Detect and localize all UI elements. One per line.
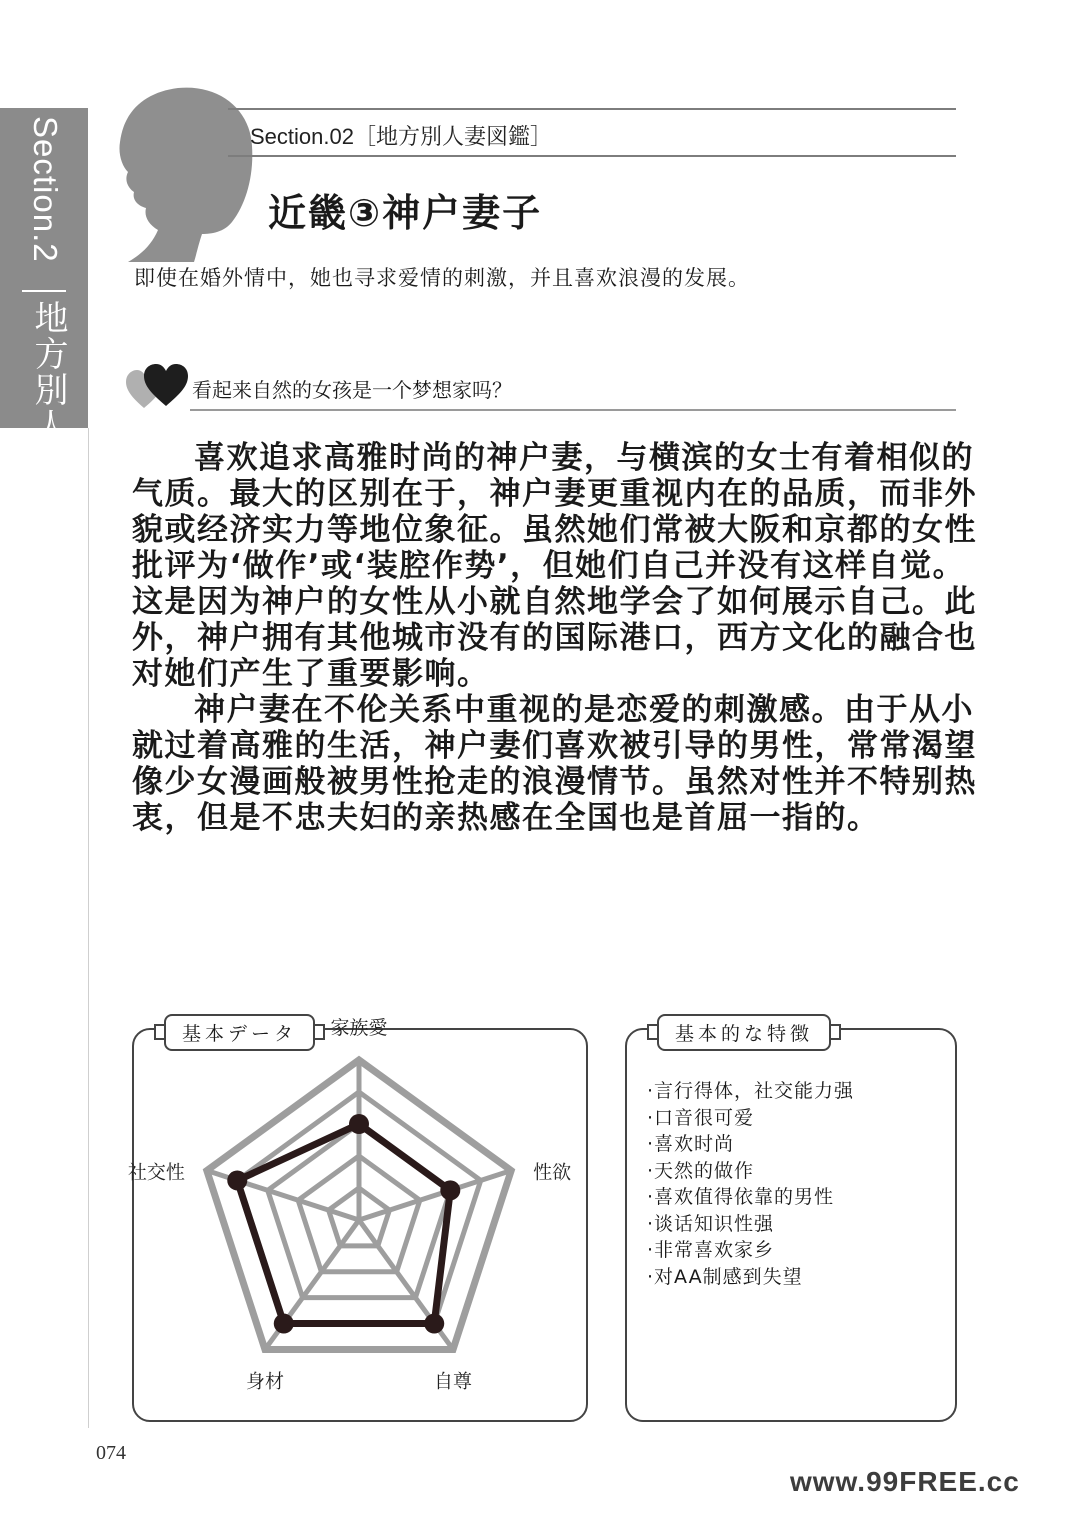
feature-item: ·谈话知识性强 xyxy=(647,1212,775,1235)
margin-line xyxy=(88,428,89,1428)
page-number: 074 xyxy=(96,1442,126,1464)
radar-point xyxy=(349,1114,369,1134)
features-box xyxy=(625,1023,957,1422)
question-heading: 看起来自然的女孩是一个梦想家吗？ xyxy=(192,378,512,402)
feature-item: ·喜欢值得依靠的男性 xyxy=(647,1186,835,1208)
woman-silhouette-icon xyxy=(108,84,258,264)
header-rule-bottom xyxy=(228,155,956,157)
features-label: 基本的な特徴 xyxy=(657,1014,831,1051)
radar-plot xyxy=(227,1114,460,1334)
radar-axis-label: 身材 xyxy=(245,1370,284,1393)
radar-grid xyxy=(207,1060,511,1349)
body-text xyxy=(132,440,982,836)
radar-axis-label: 社交性 xyxy=(127,1161,185,1184)
header-rule-top xyxy=(228,108,956,110)
feature-item: ·喜欢时尚 xyxy=(647,1133,735,1155)
radar-point xyxy=(274,1314,294,1334)
watermark: www.99FREE.cc xyxy=(790,1466,1020,1497)
hearts-icon xyxy=(126,364,188,410)
feature-item: ·非常喜欢家乡 xyxy=(647,1239,775,1261)
radar-point xyxy=(424,1314,444,1334)
question-rule xyxy=(190,409,956,411)
radar-axis-label: 自尊 xyxy=(434,1370,473,1393)
body-paragraph-1: 喜欢追求高雅时尚的神户妻，与横滨的女士有着相似的气质。最大的区别在于，神户妻更重视内在的品质，而非外貌或经济实力等地位象征。虽然她们常被大阪和京都的女性批评为‘做作’或‘装腔作势’，但她们自己并没有这样自觉。这是因为神户的女性从小就自然地学会了如何展示自己。此外，神户拥有其他城市没有的国际港口，西方文化的融合也对她们产生了重要影响。 xyxy=(132,440,977,692)
section-label: Section.02［地方別人妻図鑑］ xyxy=(250,124,552,149)
side-section: Section.2 xyxy=(27,116,64,263)
basic-data-label: 基本データ xyxy=(164,1014,315,1051)
feature-item: ·天然的做作 xyxy=(647,1159,755,1182)
radar-point xyxy=(440,1180,460,1200)
radar-chart xyxy=(127,1017,586,1420)
feature-item: ·口音很可爱 xyxy=(647,1106,755,1129)
basic-data-box xyxy=(127,1017,588,1422)
side-divider xyxy=(22,290,66,292)
side-category: 地方別人妻図鑑 xyxy=(28,300,68,552)
radar-point xyxy=(227,1170,247,1190)
body-paragraph-2: 神户妻在不伦关系中重视的是恋爱的刺激感。由于从小就过着高雅的生活，神户妻们喜欢被引导的男性，常常渴望像少女漫画般被男性抢走的浪漫情节。虽然对性并不特别热衷，但是不忠夫妇的亲热感在全国也是首屈一指的。 xyxy=(132,692,977,836)
feature-item: ·言行得体，社交能力强 xyxy=(647,1080,855,1102)
subtitle: 即使在婚外情中，她也寻求爱情的刺激，并且喜欢浪漫的发展。 xyxy=(134,266,750,290)
radar-axis-label: 性欲 xyxy=(533,1161,572,1184)
features-list xyxy=(647,1078,854,1290)
radar-axis-label: 家族愛 xyxy=(330,1017,388,1039)
page-title: 近畿③神户妻子 xyxy=(268,191,543,235)
radar-labels xyxy=(128,1017,571,1392)
side-tab xyxy=(0,108,88,552)
feature-item: ·对AA制感到失望 xyxy=(647,1265,803,1288)
